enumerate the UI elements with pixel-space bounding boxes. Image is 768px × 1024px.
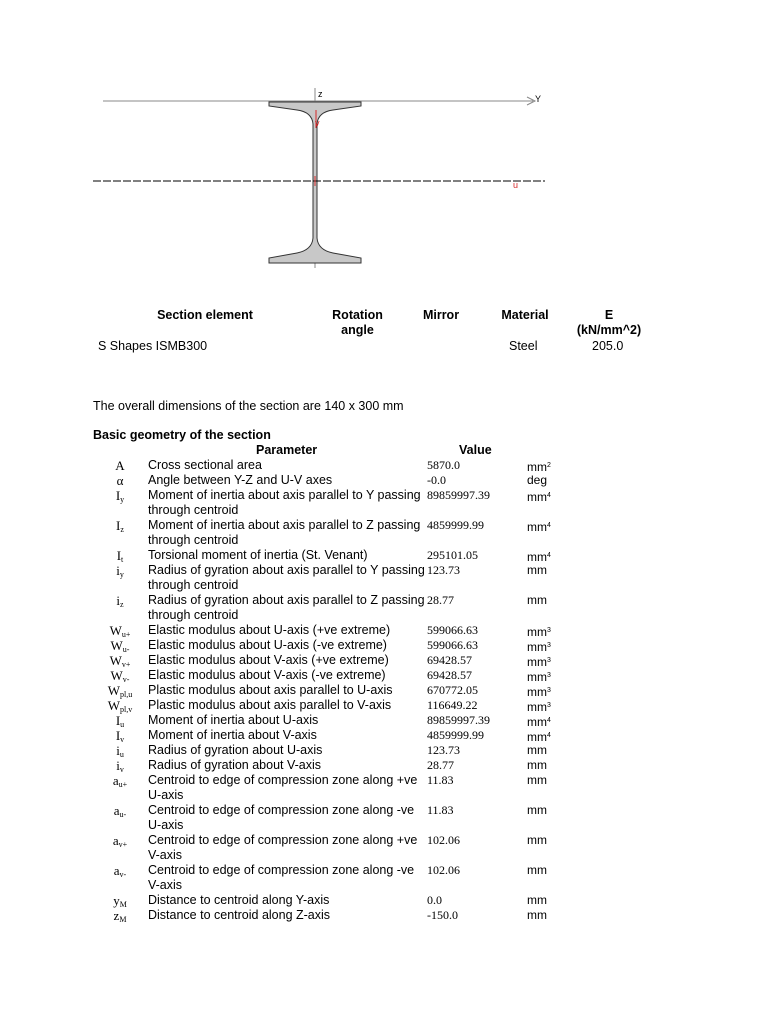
row-symbol: $W_{u+}$ [109, 623, 131, 639]
geometry-row [0, 458, 768, 473]
row-value: 11.83 [427, 773, 454, 787]
geometry-row [0, 698, 768, 713]
header-rotation-line1: Rotation [332, 308, 383, 322]
row-parameter: Radius of gyration about U-axis [148, 743, 323, 757]
geometry-row [0, 488, 768, 518]
value-header: Value [459, 443, 492, 457]
row-unit: $mm^4$ [527, 730, 551, 744]
row-symbol: α [116, 473, 124, 488]
row-parameter: Torsional moment of inertia (St. Venant) [148, 548, 368, 562]
row-symbol: $a_{u+}$ [112, 773, 128, 789]
row-value: 599066.63 [427, 638, 478, 652]
row-value: 295101.05 [427, 548, 478, 562]
section-figure [0, 0, 768, 290]
header-rotation-angle [320, 308, 395, 338]
row-parameter: Elastic modulus about V-axis (+ve extreme) [148, 653, 389, 667]
row-symbol: $W_{pl,u}$ [107, 683, 133, 699]
row-value: 11.83 [427, 803, 454, 817]
header-rotation-line2: angle [341, 323, 374, 337]
row-value: 102.06 [427, 863, 460, 877]
row-parameter: Moment of inertia about axis parallel to Z passing through centroid [148, 518, 421, 547]
row-symbol: $W_{u-}$ [110, 638, 130, 654]
row-parameter: Centroid to edge of compression zone along +ve U-axis [148, 773, 418, 802]
row-symbol: $a_{u-}$ [113, 803, 127, 819]
row-symbol: $I_t$ [116, 548, 124, 564]
row-parameter: Moment of inertia about axis parallel to Y passing through centroid [148, 488, 421, 517]
row-parameter: Elastic modulus about V-axis (-ve extreme) [148, 668, 386, 682]
row-value: 89859997.39 [427, 713, 490, 727]
parameter-header: Parameter [256, 443, 318, 457]
header-section-element: Section element [157, 308, 253, 322]
row-symbol: $W_{v-}$ [110, 668, 130, 684]
row-value: 28.77 [427, 593, 454, 607]
row-parameter: Moment of inertia about V-axis [148, 728, 317, 742]
row-unit: $mm^3$ [527, 640, 551, 654]
overall-dimensions-text: The overall dimensions of the section are 140 x 300 mm [93, 399, 404, 413]
row-unit: $mm^3$ [527, 625, 551, 639]
section-element-value: S Shapes ISMB300 [98, 339, 208, 353]
row-symbol: $y_M$ [113, 893, 127, 909]
row-unit: mm [527, 803, 547, 817]
row-parameter: Moment of inertia about U-axis [148, 713, 319, 727]
header-e-line1: E [604, 308, 614, 322]
geometry-row [0, 833, 768, 863]
geometry-row [0, 908, 768, 923]
header-e-line2: (kN/mm^2) [576, 323, 642, 337]
geometry-row [0, 713, 768, 728]
row-unit: mm [527, 758, 547, 772]
row-unit: mm [527, 593, 547, 607]
row-value: -150.0 [427, 908, 458, 922]
geometry-row [0, 668, 768, 683]
geometry-row [0, 803, 768, 833]
geometry-row [0, 758, 768, 773]
geometry-row [0, 473, 768, 488]
geometry-row [0, 638, 768, 653]
z-axis-label: z [318, 89, 323, 99]
row-value: 69428.57 [427, 668, 472, 682]
row-value: 4859999.99 [427, 728, 484, 742]
geometry-row [0, 773, 768, 803]
row-symbol: $i_v$ [116, 758, 124, 774]
row-value: 123.73 [427, 563, 460, 577]
geometry-table [0, 458, 768, 923]
row-unit: $mm^4$ [527, 550, 551, 564]
row-symbol: $I_v$ [115, 728, 125, 744]
row-parameter: Centroid to edge of compression zone along -ve U-axis [148, 803, 415, 832]
geometry-row [0, 893, 768, 908]
row-symbol: $i_u$ [116, 743, 124, 759]
row-symbol: $a_{v+}$ [112, 833, 128, 849]
row-value: 116649.22 [427, 698, 478, 712]
header-mirror: Mirror [422, 308, 460, 322]
row-unit: mm [527, 908, 547, 922]
geometry-row [0, 653, 768, 668]
row-unit: $mm^3$ [527, 655, 551, 669]
row-value: 670772.05 [427, 683, 478, 697]
row-parameter: Elastic modulus about U-axis (+ve extreme) [148, 623, 391, 637]
row-parameter: Distance to centroid along Y-axis [148, 893, 330, 907]
geometry-row [0, 623, 768, 638]
row-symbol: $i_y$ [116, 563, 124, 579]
row-unit: mm [527, 893, 547, 907]
row-unit: mm [527, 863, 547, 877]
material-value: Steel [509, 339, 538, 353]
row-parameter: Radius of gyration about axis parallel to Y passing through centroid [148, 563, 425, 592]
row-unit: mm [527, 743, 547, 757]
row-symbol: $z_M$ [113, 908, 127, 924]
row-parameter: Angle between Y-Z and U-V axes [148, 473, 333, 487]
row-symbol: $W_{pl,v}$ [107, 698, 133, 714]
row-unit: $mm^2$ [527, 460, 551, 474]
row-value: 69428.57 [427, 653, 472, 667]
row-parameter: Radius of gyration about V-axis [148, 758, 322, 772]
row-parameter: Centroid to edge of compression zone along -ve V-axis [148, 863, 415, 892]
row-parameter: Plastic modulus about axis parallel to U-axis [148, 683, 393, 697]
row-parameter: Radius of gyration about axis parallel to Z passing through centroid [148, 593, 425, 622]
geometry-row [0, 518, 768, 548]
header-e [570, 308, 648, 338]
row-symbol: $I_y$ [115, 488, 125, 504]
geometry-row [0, 863, 768, 893]
u-axis-label: u [513, 180, 519, 190]
y-axis-label: Y [535, 94, 542, 104]
row-unit: $mm^3$ [527, 685, 551, 699]
row-symbol: A [115, 458, 125, 473]
row-symbol: $I_u$ [115, 713, 125, 729]
row-value: -0.0 [427, 473, 446, 487]
v-axis-label: v [315, 118, 320, 128]
geometry-row [0, 563, 768, 593]
row-value: 28.77 [427, 758, 454, 772]
row-value: 5870.0 [427, 458, 460, 472]
row-unit: mm [527, 833, 547, 847]
row-unit: $mm^3$ [527, 700, 551, 714]
row-parameter: Distance to centroid along Z-axis [148, 908, 331, 922]
row-parameter: Cross sectional area [148, 458, 262, 472]
geometry-row [0, 683, 768, 698]
row-value: 102.06 [427, 833, 460, 847]
row-unit: $mm^3$ [527, 670, 551, 684]
row-value: 0.0 [427, 893, 442, 907]
row-symbol: $I_z$ [116, 518, 124, 534]
row-value: 123.73 [427, 743, 460, 757]
row-unit: $mm^4$ [527, 520, 551, 534]
geometry-row [0, 593, 768, 623]
row-value: 89859997.39 [427, 488, 490, 502]
row-value: 599066.63 [427, 623, 478, 637]
row-unit: $mm^4$ [527, 490, 551, 504]
row-symbol: $W_{v+}$ [109, 653, 131, 669]
row-unit: $mm^4$ [527, 715, 551, 729]
row-parameter: Plastic modulus about axis parallel to V-axis [148, 698, 392, 712]
geometry-row [0, 728, 768, 743]
e-value: 205.0 [592, 339, 624, 353]
geometry-row [0, 743, 768, 758]
row-parameter: Centroid to edge of compression zone along +ve V-axis [148, 833, 418, 862]
row-unit: mm [527, 563, 547, 577]
basic-geometry-title: Basic geometry of the section [93, 428, 271, 442]
geometry-row [0, 548, 768, 563]
row-unit: deg [527, 473, 548, 487]
header-material: Material [501, 308, 549, 322]
row-parameter: Elastic modulus about U-axis (-ve extreme) [148, 638, 387, 652]
row-symbol: $a_{v-}$ [113, 863, 127, 879]
row-value: 4859999.99 [427, 518, 484, 532]
row-symbol: $i_z$ [116, 593, 124, 609]
row-unit: mm [527, 773, 547, 787]
